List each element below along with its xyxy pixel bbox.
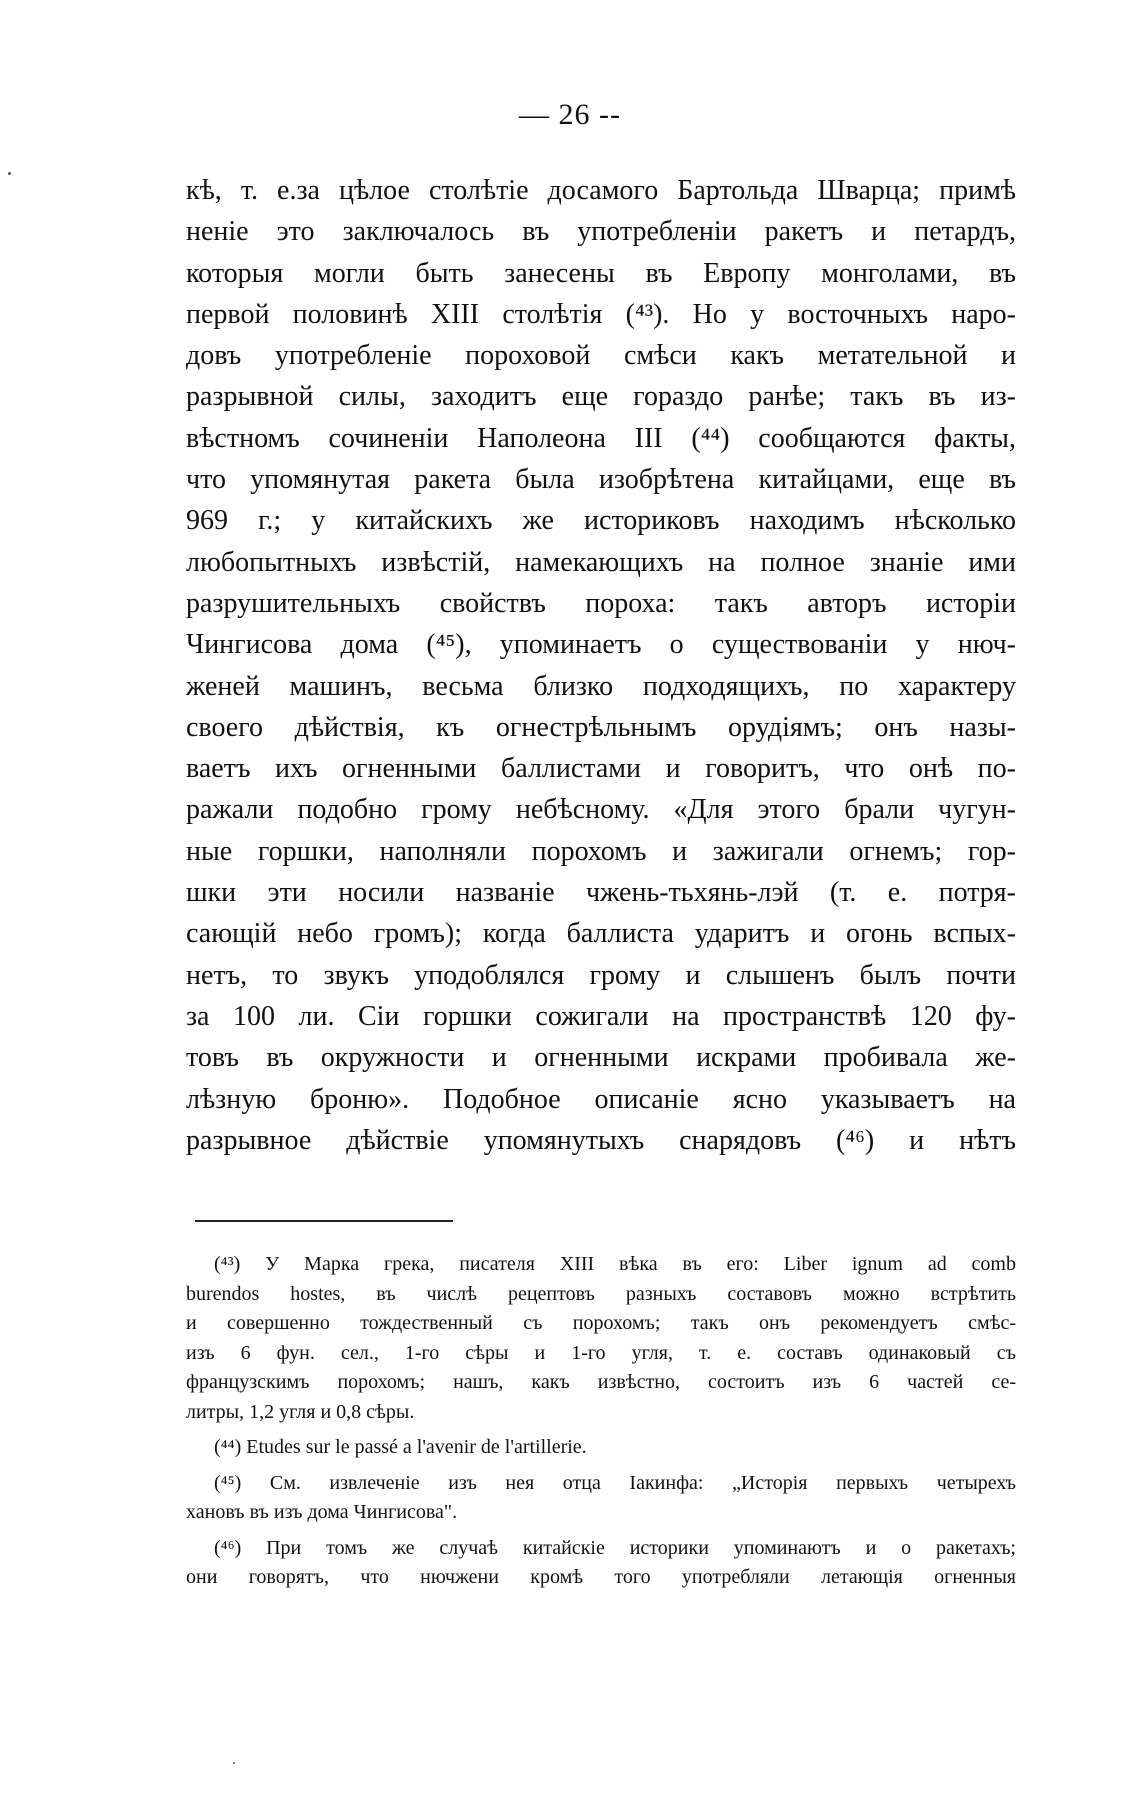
- text-line: любопытныхъ извѣстій, намекающихъ на полное знаніе ими: [186, 546, 1016, 578]
- text-line: сающій небо громъ); когда баллиста ударитъ и огонь вспых-: [186, 918, 1016, 950]
- footnote-44: [186, 1433, 1016, 1463]
- text-line: вѣстномъ сочиненіи Наполеона III (⁴⁴) сообщаются факты,: [186, 422, 1016, 454]
- footnote-43: [186, 1250, 1016, 1427]
- text-line: неніе это заключалось въ употребленіи ракетъ и петардъ,: [186, 216, 1016, 248]
- footnote-line: и совершенно тождественный съ порохомъ; такъ онъ рекомендуетъ смѣс-: [186, 1312, 1016, 1334]
- text-line: женей машинъ, весьма близко подходящихъ, по характеру: [186, 670, 1016, 702]
- footnote-line: (⁴⁶) При томъ же случаѣ китайскіе историки упоминаютъ и о ракетахъ;: [214, 1536, 1016, 1559]
- footnote-separator: [195, 1220, 453, 1222]
- text-line: за 100 ли. Сіи горшки сожигали на пространствѣ 120 фу-: [186, 1000, 1016, 1032]
- footnote-line: литры, 1,2 угля и 0,8 сѣры.: [186, 1400, 415, 1423]
- page-number: — 26 --: [519, 98, 621, 131]
- footnotes: [186, 1250, 1016, 1593]
- text-line: разрывное дѣйствіе упомянутыхъ снарядовъ (⁴⁶) и нѣтъ: [186, 1124, 1016, 1156]
- text-line: нетъ, то звукъ уподоблялся грому и слышенъ былъ почти: [186, 959, 1016, 991]
- text-line: лѣзную броню». Подобное описаніе ясно указываетъ на: [186, 1083, 1016, 1115]
- text-line: ваетъ ихъ огненными баллистами и говоритъ, что онѣ по-: [186, 753, 1016, 785]
- footnote-line: (⁴⁴) Etudes sur le passé a l'avenir de l'artillerie.: [214, 1436, 587, 1458]
- text-line: разрывной силы, заходитъ еще гораздо ранѣе; такъ въ из-: [186, 381, 1016, 413]
- text-line: ражали подобно грому небѣсному. «Для этого брали чугун-: [186, 794, 1016, 826]
- text-line: первой половинѣ XIII столѣтія (⁴³). Но у восточныхъ наро-: [186, 298, 1016, 330]
- text-line: 969 г.; у китайскихъ же историковъ находимъ нѣсколько: [186, 505, 1016, 537]
- footnote-line: (⁴³) У Марка грека, писателя XIII вѣка въ его: Liber ignum ad comb: [214, 1253, 1016, 1275]
- footnote-45: [186, 1469, 1016, 1528]
- main-text: [186, 170, 1016, 1161]
- print-speck: [233, 1762, 235, 1764]
- text-line: шки эти носили названіе чжень-тьхянь-лэй (т. е. потря-: [186, 877, 1016, 909]
- text-line: своего дѣйствія, къ огнестрѣльнымъ орудіямъ; онъ назы-: [186, 711, 1016, 743]
- text-line: Чингисова дома (⁴⁵), упоминаетъ о существованіи у нюч-: [186, 629, 1016, 661]
- text-line: довъ употребленіе пороховой смѣси какъ метательной и: [186, 340, 1016, 372]
- text-line: которыя могли быть занесены въ Европу монголами, въ: [186, 257, 1016, 289]
- footnote-46: [186, 1534, 1016, 1593]
- footnote-line: французскимъ порохомъ; нашъ, какъ извѣстно, состоитъ изъ 6 частей се-: [186, 1371, 1016, 1393]
- text-line: товъ въ окружности и огненными искрами пробивала же-: [186, 1042, 1016, 1074]
- text-line: что упомянутая ракета была изобрѣтена китайцами, еще въ: [186, 464, 1016, 496]
- print-speck: [8, 172, 11, 175]
- text-line: разрушительныхъ свойствъ пороха: такъ авторъ исторіи: [186, 587, 1016, 619]
- footnote-line: (⁴⁵) См. извлеченіе изъ нея отца Іакинфа: „Исторія первыхъ четырехъ: [214, 1471, 1016, 1494]
- text-line: ные горшки, наполняли порохомъ и зажигали огнемъ; гор-: [186, 835, 1016, 867]
- footnote-line: burendos hostes, въ числѣ рецептовъ разныхъ составовъ можно встрѣтить: [186, 1282, 1016, 1305]
- footnote-line: они говорятъ, что нючжени кромѣ того употребляли летающія огненныя: [186, 1566, 1016, 1588]
- text-line: кѣ, т. е.за цѣлое столѣтіе досамого Бартольда Шварца; примѣ: [186, 175, 1016, 206]
- footnote-line: хановъ въ изъ дома Чингисова".: [186, 1501, 458, 1523]
- footnote-line: изъ 6 фун. сел., 1-го сѣры и 1-го угля, т. е. составъ одинаковый съ: [186, 1341, 1016, 1364]
